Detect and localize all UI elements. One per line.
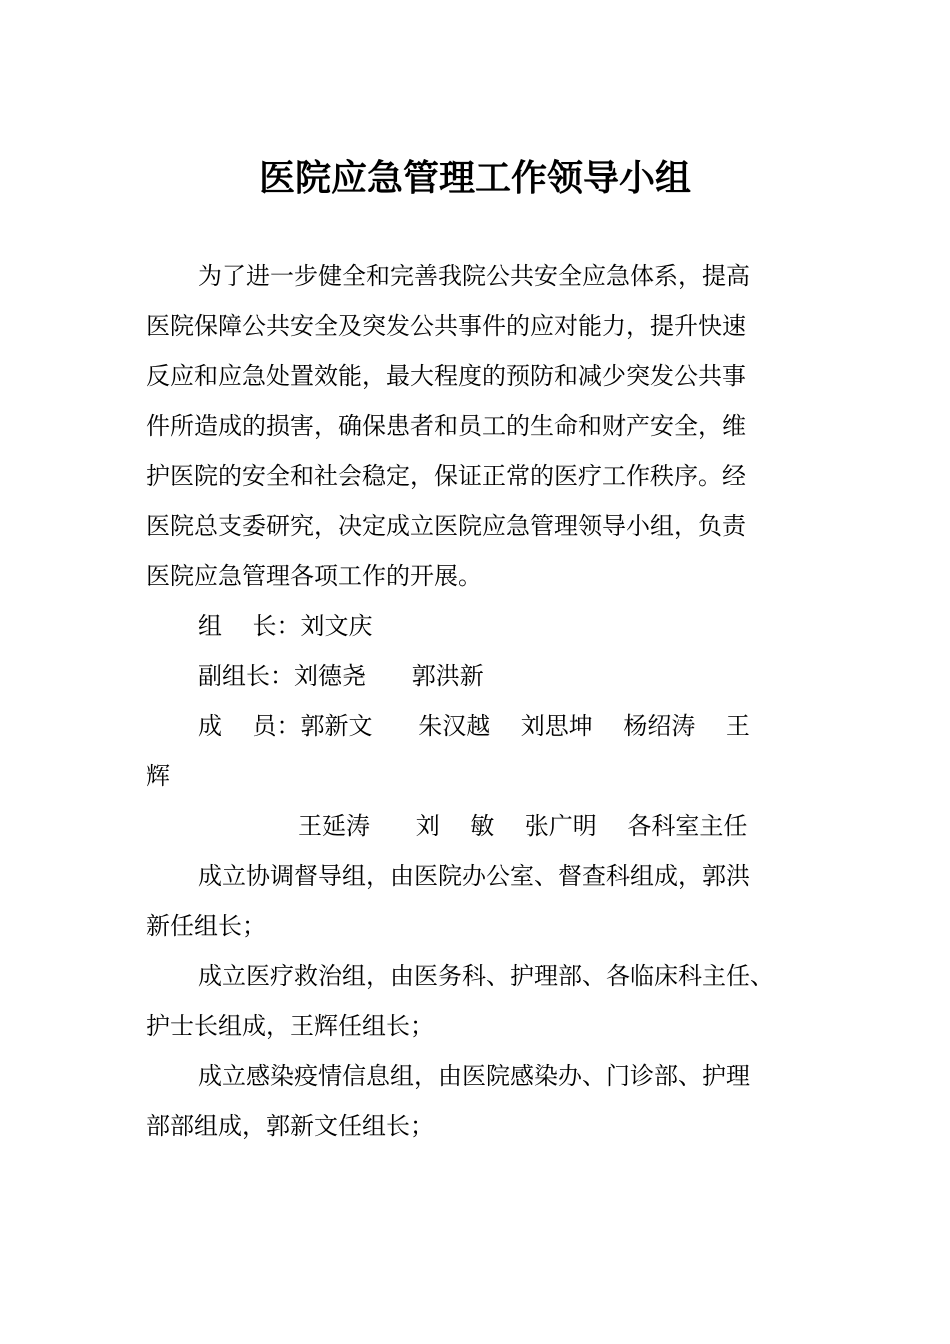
group-3-line-1: 成立感染疫情信息组，由医院感染办、门诊部、护理	[198, 1062, 750, 1090]
intro-line-1: 为了进一步健全和完善我院公共安全应急体系，提高	[198, 262, 750, 290]
intro-line-5: 护医院的安全和社会稳定，保证正常的医疗工作秩序。经	[146, 462, 746, 490]
members-line-2: 辉	[146, 762, 170, 790]
intro-line-6: 医院总支委研究，决定成立医院应急管理领导小组，负责	[146, 512, 746, 540]
intro-line-4: 件所造成的损害，确保患者和员工的生命和财产安全，维	[146, 412, 746, 440]
group-2-line-1: 成立医疗救治组，由医务科、护理部、各临床科主任、	[198, 962, 774, 990]
intro-line-3: 反应和应急处置效能，最大程度的预防和减少突发公共事	[146, 362, 746, 390]
group-3-line-2: 部部组成，郭新文任组长；	[146, 1112, 434, 1140]
intro-line-2: 医院保障公共安全及突发公共事件的应对能力，提升快速	[146, 312, 746, 340]
deputy-line: 副组长：刘德尧 郭洪新	[198, 662, 484, 690]
group-1-line-2: 新任组长；	[146, 912, 266, 940]
leader-line: 组 长：刘文庆	[198, 612, 373, 640]
group-2-line-2: 护士长组成，王辉任组长；	[146, 1012, 434, 1040]
document-title: 医院应急管理工作领导小组	[258, 157, 691, 199]
members-line-3: 王延涛 刘 敏 张广明 各科室主任	[298, 812, 748, 840]
members-line-1: 成 员：郭新文 朱汉越 刘思坤 杨绍涛 王	[198, 712, 750, 740]
intro-line-7: 医院应急管理各项工作的开展。	[146, 562, 482, 590]
group-1-line-1: 成立协调督导组，由医院办公室、督查科组成，郭洪	[198, 862, 750, 890]
